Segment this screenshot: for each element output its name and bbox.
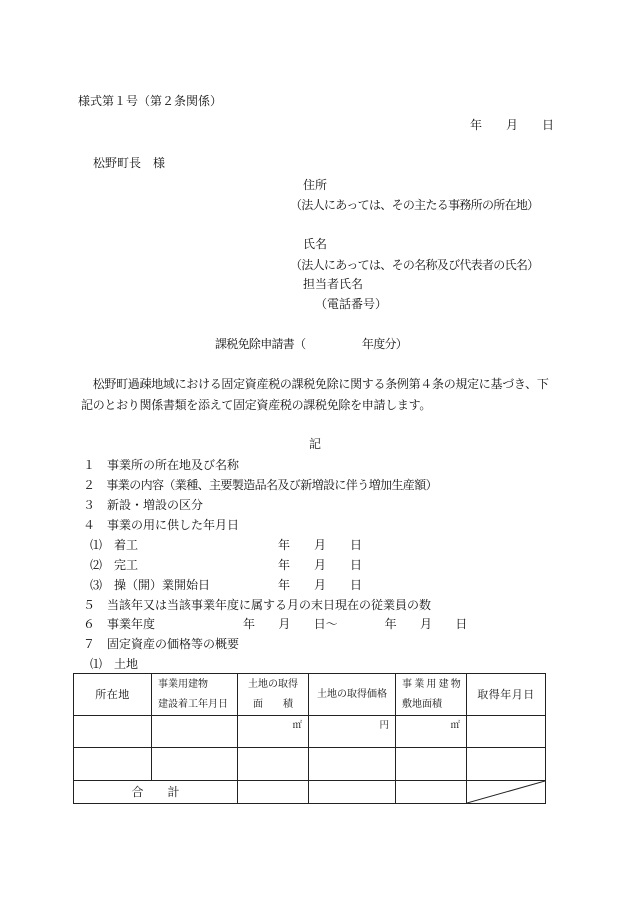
cell-land-price xyxy=(309,748,396,781)
item-3 xyxy=(83,497,203,513)
diagonal-line xyxy=(467,781,545,803)
item-number: ４ xyxy=(83,518,96,532)
item-number: １ xyxy=(83,458,96,472)
table-row xyxy=(74,748,546,781)
item-label: 当該年又は当該事業年度に属する月の末日現在の従業員の数 xyxy=(107,598,432,612)
item-number: ２ xyxy=(83,478,95,492)
item-number: ７ xyxy=(83,637,96,651)
item-label: 事業の内容（業種、主要製造品名及び新増設に伴う増加生産額） xyxy=(106,478,438,492)
item-number: ３ xyxy=(83,498,96,512)
sub-item-land xyxy=(90,656,138,672)
addressee: 松野町長 様 xyxy=(93,156,166,170)
ki-heading: 記 xyxy=(309,437,322,451)
cell-location xyxy=(74,716,152,748)
sub-item-start xyxy=(90,537,138,553)
item-label: 固定資産の価格等の概要 xyxy=(107,637,240,651)
sub-item-label: 着工 xyxy=(114,538,139,552)
header-building-construction-date xyxy=(152,674,238,716)
header-line: 事業用建物 xyxy=(158,678,208,690)
table-total-row xyxy=(74,781,546,804)
total-label-cell xyxy=(74,781,238,804)
sub-item-label: 完工 xyxy=(114,558,139,572)
header-land-area xyxy=(238,674,309,716)
item-label: 事業の用に供した年月日 xyxy=(107,518,240,532)
cell-building-construction-date xyxy=(152,748,238,781)
unit-yen: 円 xyxy=(379,720,389,731)
name-label: 氏名 xyxy=(303,237,328,251)
body-line-2: 記のとおり関係書類を添えて固定資産税の課税免除を申請します。 xyxy=(81,398,432,412)
total-land-area xyxy=(238,781,309,804)
header-line: 敷地面積 xyxy=(402,698,442,710)
item-5 xyxy=(83,597,431,613)
header-land-price xyxy=(309,674,396,716)
fiscal-year-range-field: 年 月 日〜 年 月 日 xyxy=(243,617,468,631)
cell-site-area xyxy=(396,716,467,748)
item-number: ６ xyxy=(83,617,96,631)
item-1 xyxy=(83,457,239,473)
header-location xyxy=(74,674,152,716)
header-line: 土地の取得 xyxy=(248,678,298,690)
header-line: 面 積 xyxy=(253,698,293,710)
header-line: 取得年月日 xyxy=(477,687,535,701)
address-note: （法人にあっては、その主たる事務所の所在地） xyxy=(290,198,539,212)
table-row xyxy=(74,716,546,748)
total-label: 合 計 xyxy=(131,784,180,799)
cell-site-area xyxy=(396,748,467,781)
cell-building-construction-date xyxy=(152,716,238,748)
cell-land-area xyxy=(238,748,309,781)
header-line: 事業用建物 xyxy=(402,678,463,690)
cell-land-price xyxy=(309,716,396,748)
header-location-text: 所在地 xyxy=(95,687,130,701)
item-label: 事業所の所在地及び名称 xyxy=(107,458,240,472)
header-site-area xyxy=(396,674,467,716)
total-site-area xyxy=(396,781,467,804)
form-number: 様式第１号（第２条関係） xyxy=(78,94,223,108)
unit-square-meter: ㎡ xyxy=(450,720,460,731)
item-6 xyxy=(83,616,155,632)
sub-item-label: 土地 xyxy=(114,657,139,671)
sub-item-label: 操（開）業開始日 xyxy=(114,578,211,592)
item-label: 事業年度 xyxy=(107,617,156,631)
item-7 xyxy=(83,636,239,652)
diagonal-strike xyxy=(467,781,545,803)
sub-item-number: ⑵ xyxy=(90,558,103,572)
cell-acquisition-date xyxy=(467,716,546,748)
item-2 xyxy=(83,477,437,493)
land-table xyxy=(73,673,546,804)
table-header-row xyxy=(74,674,546,716)
cell-location xyxy=(74,748,152,781)
application-date: 年 月 日 xyxy=(470,118,555,132)
cell-acquisition-date xyxy=(467,748,546,781)
unit-square-meter: ㎡ xyxy=(292,720,302,731)
item-number: ５ xyxy=(83,598,96,612)
sub-item-number: ⑴ xyxy=(90,657,103,671)
start-date-field: 年 月 日 xyxy=(278,538,363,552)
header-acquisition-date xyxy=(467,674,546,716)
sub-item-number: ⑶ xyxy=(90,578,103,592)
body-line-1: 松野町過疎地域における固定資産税の課税免除に関する条例第４条の規定に基づき、下 xyxy=(81,377,549,391)
name-note: （法人にあっては、その名称及び代表者の氏名） xyxy=(290,258,539,272)
phone-label: （電話番号） xyxy=(315,297,388,311)
cell-land-area xyxy=(238,716,309,748)
contact-person-label: 担当者氏名 xyxy=(303,277,364,291)
header-line: 土地の取得価格 xyxy=(317,688,387,700)
sub-item-completion xyxy=(90,557,138,573)
completion-date-field: 年 月 日 xyxy=(278,558,363,572)
header-line: 建設着工年月日 xyxy=(158,698,228,710)
sub-item-number: ⑴ xyxy=(90,538,103,552)
document-title: 課税免除申請書（ 年度分） xyxy=(215,337,408,351)
total-land-price xyxy=(309,781,396,804)
sub-item-operation-start xyxy=(90,577,210,593)
item-label: 新設・増設の区分 xyxy=(107,498,204,512)
total-acquisition-date-crossed xyxy=(467,781,546,804)
item-4 xyxy=(83,517,239,533)
address-label: 住所 xyxy=(303,178,328,192)
operation-start-date-field: 年 月 日 xyxy=(278,578,363,592)
